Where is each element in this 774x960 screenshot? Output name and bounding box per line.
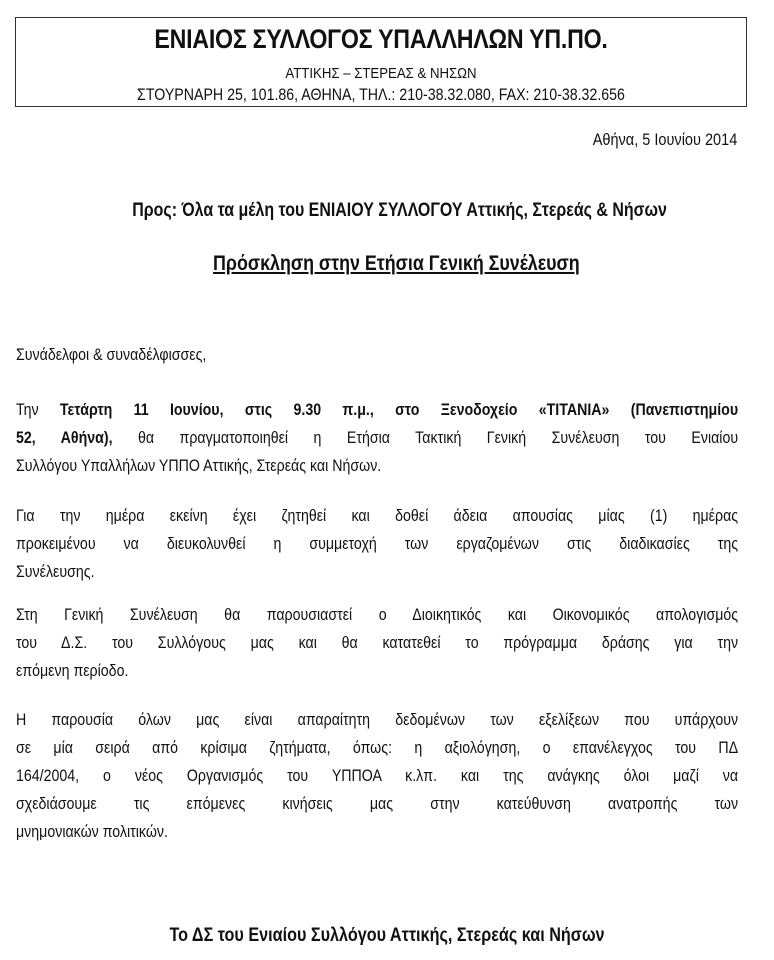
paragraph-line: Συνέλευσης. [16,563,95,581]
document-title: Πρόσκληση στην Ετήσια Γενική Συνέλευση [213,252,580,275]
organization-region: ΑΤΤΙΚΗΣ – ΣΤΕΡΕΑΣ & ΝΗΣΩΝ [285,65,477,82]
paragraph-line: σε μία σειρά από κρίσιμα ζητήματα, όπως: η αξιολόγηση, ο επανέλεγχος του ΠΔ [16,739,739,757]
paragraph-agenda [16,601,738,685]
paragraph-line: μνημονιακών πολιτικών. [16,823,168,841]
organization-address: ΣΤΟΥΡΝΑΡΗ 25, 101.86, ΑΘΗΝΑ, ΤΗΛ.: 210-38.32.080, FAX: 210-38.32.656 [137,86,625,104]
text-run: Την [16,401,60,419]
paragraph-line: σχεδιάσουμε τις επόμενες κινήσεις μας στην κατεύθυνση ανατροπής των [16,795,739,813]
meeting-address: 52, Αθήνα), [16,429,113,447]
recipient-line: Προς: Όλα τα μέλη του ΕΝΙΑΙΟΥ ΣΥΛΛΟΓΟΥ Αττικής, Στερεάς & Νήσων [132,200,667,221]
letterhead-box [15,17,747,107]
paragraph-line: Για την ημέρα εκείνη έχει ζητηθεί και δοθεί άδεια απουσίας μίας (1) ημέρας [16,507,739,525]
paragraph-line: 164/2004, ο νέος Οργανισμός του ΥΠΠΟΑ κ.λπ. και της ανάγκης όλοι μαζί να [16,767,739,785]
paragraph-line: προκειμένου να διευκολυνθεί η συμμετοχή των εργαζομένων στις διαδικασίες της [16,535,739,553]
greeting [16,341,738,369]
document-date: Αθήνα, 5 Ιουνίου 2014 [592,131,737,149]
paragraph-line: Στη Γενική Συνέλευση θα παρουσιαστεί ο Διοικητικός και Οικονομικός απολογισμός [16,606,739,624]
meeting-datetime-venue: Τετάρτη 11 Ιουνίου, στις 9.30 π.μ., στο Ξενοδοχείο «TITANIA» (Πανεπιστημίου [59,401,739,419]
paragraph-line: του Δ.Σ. του Συλλόγους μας και θα κατατεθεί το πρόγραμμα δράσης για την [16,634,739,652]
paragraph-line [16,396,738,424]
organization-name: ΕΝΙΑΙΟΣ ΣΥΛΛΟΓΟΣ ΥΠΑΛΛΗΛΩΝ ΥΠ.ΠΟ. [154,24,608,54]
paragraph-line: Η παρουσία όλων μας είναι απαραίτητη δεδομένων των εξελίξεων που υπάρχουν [16,711,739,729]
paragraph-meeting-details [16,396,738,480]
signature: Το ΔΣ του Ενιαίου Συλλόγου Αττικής, Στερεάς και Νήσων [169,924,605,946]
paragraph-leave [16,502,738,586]
paragraph-line: επόμενη περίοδο. [16,662,129,680]
paragraph-line [16,424,738,452]
paragraph-attendance [16,706,738,846]
greeting-text: Συνάδελφοι & συναδέλφισσες, [16,346,207,364]
paragraph-line: Συλλόγου Υπαλλήλων ΥΠΠΟ Αττικής, Στερεάς και Νήσων. [16,457,382,475]
text-run: θα πραγματοποιηθεί η Ετήσια Τακτική Γενική Συνέλευση του Ενιαίου [112,429,739,447]
